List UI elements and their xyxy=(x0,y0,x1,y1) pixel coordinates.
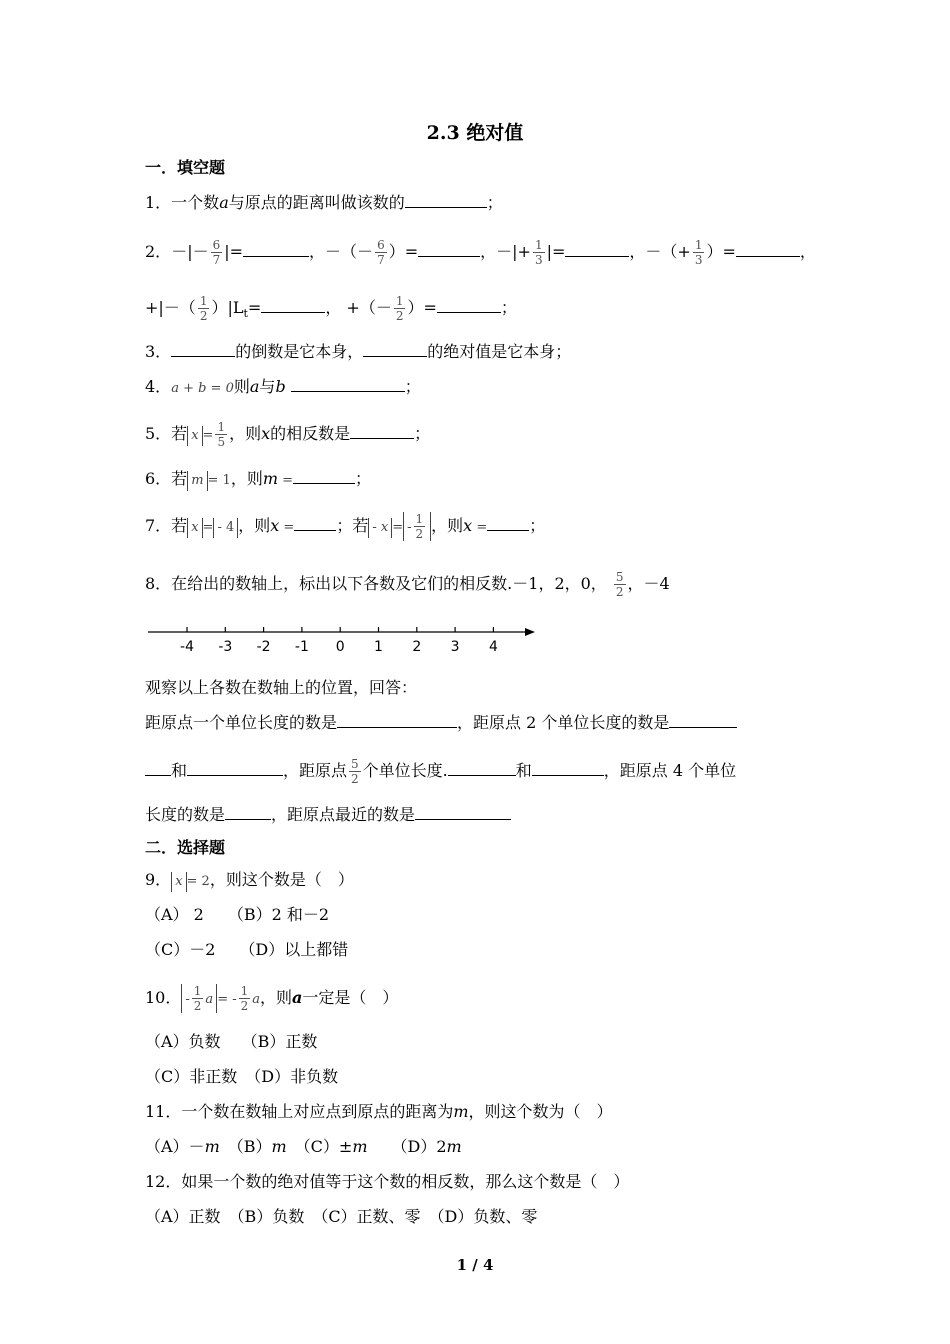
answer-blank[interactable] xyxy=(669,711,737,728)
answer-blank[interactable] xyxy=(350,422,414,439)
answer-blank[interactable] xyxy=(363,340,427,357)
question-9-options-ab[interactable]: （A） 2 （B）2 和－2 xyxy=(145,905,330,924)
answer-blank[interactable] xyxy=(448,759,516,776)
number-line-label: -3 xyxy=(218,639,233,655)
fraction: $\frac{6}{7}$ xyxy=(377,238,385,267)
fraction: $\frac{5}{2}$ xyxy=(351,757,359,786)
number-line-label: 0 xyxy=(335,639,345,655)
fraction: $\frac{6}{7}$ xyxy=(212,238,221,267)
answer-blank[interactable] xyxy=(532,759,604,776)
number-line xyxy=(145,618,545,658)
number-line-label: 1 xyxy=(374,639,383,655)
answer-blank[interactable] xyxy=(437,296,501,313)
answer-blank[interactable] xyxy=(293,467,355,484)
answer-blank[interactable] xyxy=(405,191,487,208)
question-8-prompt: 观察以上各数在数轴上的位置，回答： xyxy=(145,678,418,697)
page-number: 1 / 4 xyxy=(456,1256,494,1274)
question-2: 2．－|－ $\frac{6}{7}$ |= ，－（－ $\frac{6}{7}$ ）= ，－|+ $\frac{1}{3}$ |= ，－（+ $\frac{1}{3}$ ）= ， xyxy=(145,238,816,267)
question-3: 3． 的倒数是它本身， 的绝对值是它本身； xyxy=(145,342,572,361)
number-line-label: 2 xyxy=(412,639,422,655)
absolute-value: - $\frac{1}{2}$ a xyxy=(181,984,217,1013)
page-title: 2.3 绝对值 xyxy=(426,122,524,144)
question-11-options[interactable]: （A）－m （B）m （C）±m （D）2m xyxy=(145,1137,462,1156)
question-8-line-1: 距原点一个单位长度的数是 ，距原点 2 个单位长度的数是 xyxy=(145,711,737,733)
question-2-continued: +|－（ $\frac{1}{2}$ ）$|L_t=$ ， +（－ $\frac{1}{2}$ ）= ； xyxy=(145,294,517,323)
absolute-value: - $\frac{1}{2}$ xyxy=(403,512,431,541)
answer-blank[interactable] xyxy=(294,514,336,531)
number-line-arrow xyxy=(525,628,535,636)
question-8-line-3: 长度的数是 ，距原点最近的数是 xyxy=(145,803,511,825)
question-1: 1．一个数a与原点的距离叫做该数的 ； xyxy=(145,193,503,212)
question-7: 7．若 x = - 4 ，则x = ；若 - x = - $\frac{1}{2}$ ，则x = ； xyxy=(145,512,546,541)
answer-blank[interactable] xyxy=(487,514,529,531)
number-line-label: -2 xyxy=(256,639,271,655)
question-10-options-ab[interactable]: （A）负数 （B）正数 xyxy=(145,1032,318,1051)
answer-blank[interactable] xyxy=(171,340,235,357)
number-line-label: 4 xyxy=(488,639,498,655)
number-line-label: -4 xyxy=(180,639,194,655)
fraction: $\frac{1}{3}$ xyxy=(534,238,543,267)
question-6: 6．若 m = 1，则m = ； xyxy=(145,467,371,491)
question-11: 11．一个数在数轴上对应点到原点的距离为m，则这个数为（ ） xyxy=(145,1102,613,1121)
answer-blank[interactable] xyxy=(145,759,171,776)
fraction: $\frac{1}{2}$ xyxy=(395,294,404,323)
answer-blank[interactable] xyxy=(337,711,457,728)
answer-blank[interactable] xyxy=(261,296,325,313)
question-10: 10． - $\frac{1}{2}$ a = - $\frac{1}{2}$ a，则a一定是（ ） xyxy=(145,984,399,1013)
question-9-options-cd[interactable]: （C）－2 （D）以上都错 xyxy=(145,940,349,959)
question-12-options[interactable]: （A）正数 （B）负数 （C）正数、零 （D）负数、零 xyxy=(145,1207,538,1226)
question-8: 8．在给出的数轴上，标出以下各数及它们的相反数.－1，2，0， $\frac{5}{2}$ ，－4 xyxy=(145,570,670,599)
section-multiple-choice: 二．选择题 xyxy=(145,838,226,857)
answer-blank[interactable] xyxy=(418,240,480,257)
answer-blank[interactable] xyxy=(291,375,405,392)
number-line-label: 3 xyxy=(450,639,460,655)
fraction: $\frac{1}{5}$ xyxy=(217,420,226,449)
fraction: $\frac{1}{2}$ xyxy=(199,294,208,323)
fraction: $\frac{1}{2}$ xyxy=(240,984,249,1013)
answer-blank[interactable] xyxy=(736,240,800,257)
section-fill-in: 一．填空题 xyxy=(145,158,226,177)
fraction: $\frac{1}{2}$ xyxy=(193,984,202,1013)
question-12: 12．如果一个数的绝对值等于这个数的相反数，那么这个数是（ ） xyxy=(145,1172,630,1191)
question-5: 5．若 x = $\frac{1}{5}$ ，则x的相反数是 ； xyxy=(145,420,431,449)
fraction: $\frac{1}{2}$ xyxy=(415,512,424,541)
answer-blank[interactable] xyxy=(243,240,309,257)
answer-blank[interactable] xyxy=(415,803,511,820)
fraction: $\frac{5}{2}$ xyxy=(615,570,624,599)
question-4: 4．a + b = 0则a与b ； xyxy=(145,377,421,396)
question-8-line-2: 和 ，距原点 $\frac{5}{2}$ 个单位长度. 和 ，距原点 4 个单位 xyxy=(145,757,736,786)
answer-blank[interactable] xyxy=(187,759,283,776)
question-9: 9． x = 2，则这个数是（ ） xyxy=(145,870,354,892)
number-line-label: -1 xyxy=(294,639,309,655)
answer-blank[interactable] xyxy=(565,240,629,257)
question-10-options-cd[interactable]: （C）非正数 （D）非负数 xyxy=(145,1067,339,1086)
fraction: $\frac{1}{3}$ xyxy=(694,238,703,267)
answer-blank[interactable] xyxy=(225,803,271,820)
